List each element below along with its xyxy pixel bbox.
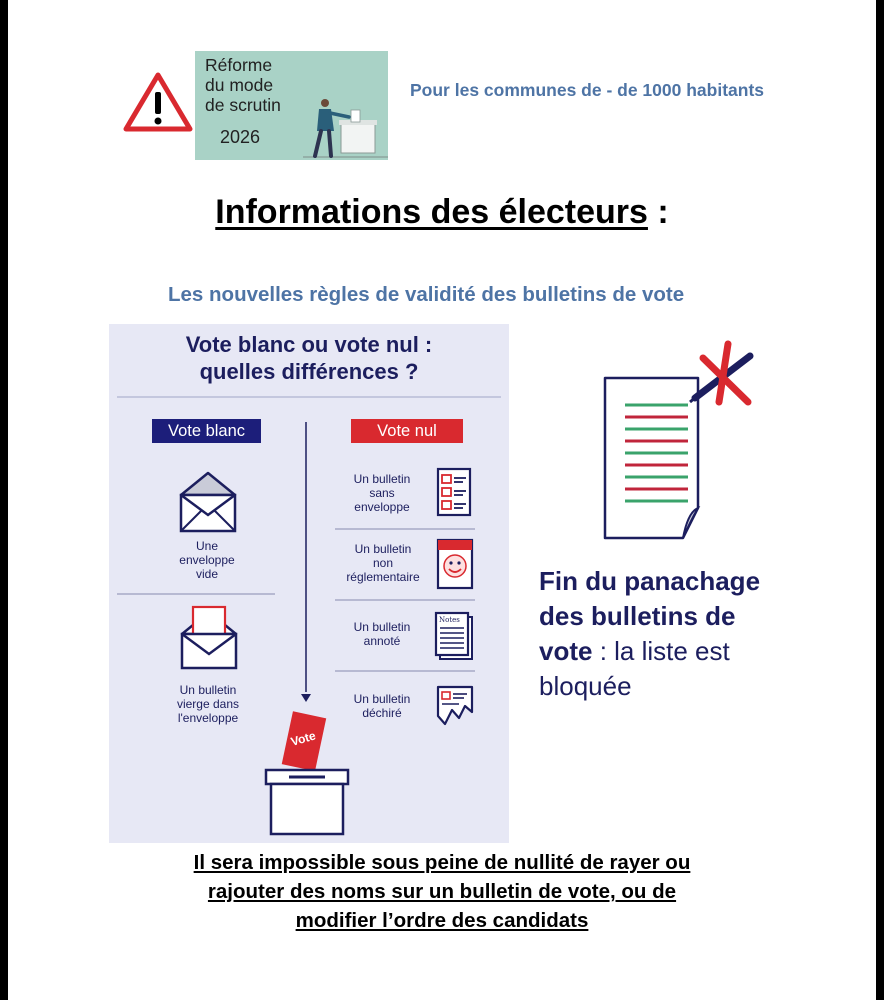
warning-line: rajouter des noms sur un bulletin de vote, ou de (207, 880, 677, 903)
empty-envelope-icon (177, 469, 239, 535)
caption-line: Un bulletin (353, 692, 411, 706)
panachage-bold: Fin du panachage (539, 566, 761, 596)
vote-blanc-label: Vote blanc (152, 419, 261, 443)
warning-icon (123, 72, 193, 132)
caption-line: sans (369, 486, 395, 500)
communes-text: Pour les communes de - de 1000 habitants (410, 80, 764, 100)
caption-no-envelope (337, 472, 427, 514)
caption-annotated (337, 620, 427, 648)
caption-line: non (372, 556, 394, 570)
torn-ballot-icon (435, 684, 475, 728)
ballot-no-envelope-icon (436, 467, 472, 517)
badge-line: de scrutin (205, 95, 281, 115)
caption-line: Une (195, 539, 218, 553)
subtitle: Les nouvelles règles de validité des bulletins de vote (168, 283, 685, 306)
non-regulatory-ballot-icon (436, 538, 474, 590)
caption-line: réglementaire (346, 570, 420, 584)
caption-non-regulatory (331, 542, 435, 584)
page-title (8, 193, 876, 232)
crossed-out-list-icon (603, 340, 763, 550)
badge-line: Réforme (205, 55, 273, 75)
panachage-bold: vote (539, 636, 593, 666)
caption-line: déchiré (362, 706, 402, 720)
caption-line: Un bulletin (353, 620, 411, 634)
caption-blank-ballot (147, 683, 269, 725)
warning-line: modifier l’ordre des candidats (295, 909, 589, 932)
vote-infographic (109, 324, 509, 843)
nullity-warning (8, 848, 876, 935)
caption-line: Un bulletin (354, 542, 412, 556)
caption-line: enveloppe (354, 500, 410, 514)
panachage-text: bloquée (539, 671, 632, 701)
title-main: Informations des électeurs (215, 193, 648, 231)
caption-line: Un bulletin (179, 683, 237, 697)
caption-empty-envelope (147, 539, 267, 581)
title-suffix: : (647, 193, 669, 231)
panachage-bold: des bulletins de (539, 601, 736, 631)
reform-badge (195, 51, 388, 160)
notes-label: Notes (439, 616, 460, 624)
annotated-ballot-icon (434, 611, 474, 661)
panachage-notice (539, 564, 839, 704)
caption-line: annoté (363, 634, 401, 648)
infographic-title-line: Vote blanc ou vote nul : (185, 332, 433, 357)
panachage-text: : la liste est (592, 636, 730, 666)
warning-line: Il sera impossible sous peine de nullité de rayer ou (193, 851, 691, 874)
caption-line: vierge dans (176, 697, 240, 711)
infographic-title-line: quelles différences ? (199, 359, 419, 384)
caption-line: enveloppe (179, 553, 235, 567)
badge-year: 2026 (220, 127, 261, 147)
ballot-box-icon (259, 708, 357, 838)
badge-line: du mode (205, 75, 274, 95)
ballot-vote-label: Vote (289, 728, 318, 749)
document-page (8, 0, 876, 1000)
caption-line: vide (195, 567, 218, 581)
caption-line: l'enveloppe (177, 711, 239, 725)
blank-ballot-envelope-icon (177, 602, 241, 672)
voter-illustration (303, 93, 388, 160)
badge-text (205, 55, 281, 115)
vote-nul-label: Vote nul (351, 419, 463, 443)
caption-line: Un bulletin (353, 472, 411, 486)
